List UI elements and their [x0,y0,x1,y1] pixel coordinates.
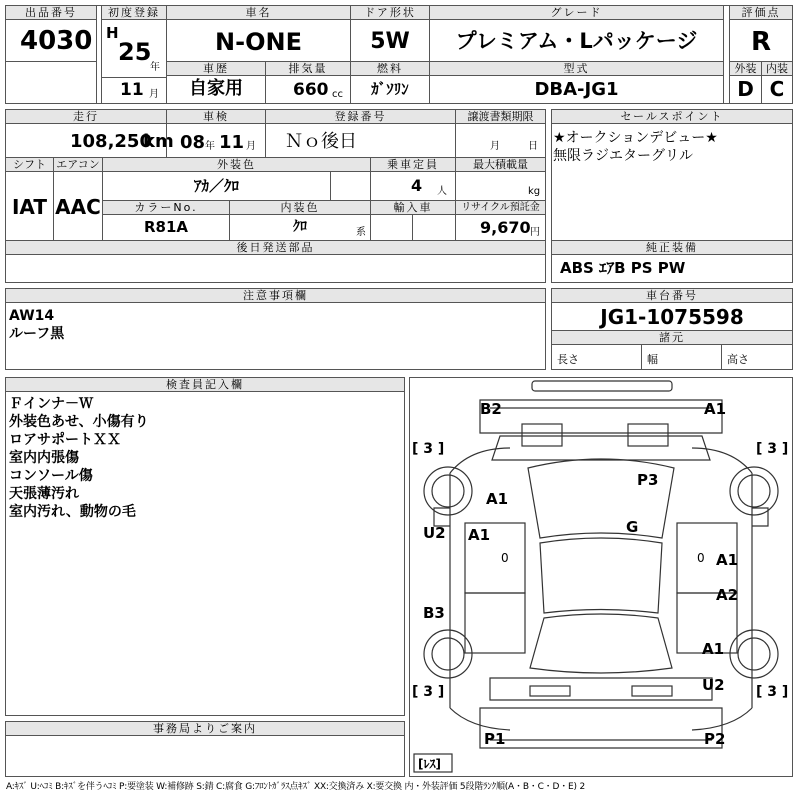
transfer-label: 譲渡書類期限 [455,109,546,124]
plate-label: 登録番号 [265,109,456,124]
disp-label: 排気量 [265,61,351,76]
notes-lines [9,307,64,343]
damage-mark: A2 [716,586,739,604]
plate: Ｎｏ後日 [285,131,357,152]
mileage-unit: km [143,131,174,152]
car-outline [410,378,792,776]
office-label: 事務局よりご案内 [5,721,405,736]
reg-label: 初度登録 [101,5,167,20]
car-name: N-ONE [215,28,302,56]
damage-mark: P3 [637,471,659,489]
door-type: 5W [370,29,410,54]
load-unit: kg [528,186,541,197]
sales-lines [553,129,791,165]
inspector-label: 検査員記入欄 [5,377,405,392]
capacity: 4 [411,176,423,195]
width-label: 幅 [647,353,658,366]
int-label: 内装 [761,61,793,76]
damage-mark: G [626,518,639,536]
lot-number: 4030 [20,26,93,56]
interior-label: 内装色 [229,200,371,215]
interior-suffix: 系 [356,227,366,238]
inspector-line: 室内汚れ、動物の毛 [9,504,136,520]
inspector-line: 外装色あせ、小傷有り [9,414,149,430]
door-zero-left: 0 [501,551,509,565]
damage-mark: A1 [486,490,509,508]
eval-score: R [750,27,772,57]
legend: A:ｷｽﾞ U:ﾍｺﾐ B:ｷｽﾞを伴うﾍｺﾐ P:要塗装 W:補修跡 S:錆 C:腐食 G:ﾌﾛﾝﾄｶﾞﾗｽ点ｷｽﾞ XX:交換済み X:要交換 内・外装評価 5段階ﾗﾝｸ順(A・B・C・D・E) 2 [6,782,585,792]
import-cell-b [412,214,456,241]
reg-era: H [106,24,119,42]
inspector-lines [9,395,149,521]
spare-tire: [ﾚｽ] [418,757,441,771]
office-cell [5,735,405,777]
insp-year: 08 [180,132,206,153]
reg-month: 11 [120,80,144,100]
chassis-label: 車台番号 [551,288,793,303]
door-zero-right: 0 [697,551,705,565]
interior-color: ｸﾛ [293,219,307,235]
fuel-label: 燃料 [350,61,430,76]
ac: AAC [55,195,101,219]
color-no: R81A [143,218,189,236]
ext-score: D [737,77,754,101]
notes-line: ルーフ黒 [9,326,65,342]
inspector-line: ロアサポートＸＸ [9,432,121,448]
transfer-month: 月 [490,141,500,152]
insp-year-unit: 年 [205,141,215,152]
mileage-label: 走行 [5,109,167,124]
tire-front-right: [ 3 ] [756,441,789,457]
inspector-line: 天張薄汚れ [9,486,79,502]
grade: プレミアム・Lパッケージ [455,29,698,53]
later-parts-label: 後日発送部品 [5,240,546,255]
damage-mark: A1 [716,551,739,569]
history-label: 車歴 [166,61,266,76]
later-parts-cell [5,254,546,283]
sales-line: 無限ラジエターグリル [553,148,693,164]
dims-label: 諸元 [551,330,793,345]
equipment: ABS ｴｱB PS PW [560,259,686,277]
damage-mark: A1 [702,640,725,658]
history: 自家用 [189,78,243,99]
damage-mark: P1 [484,730,506,748]
shift-label: シフト [5,157,54,172]
damage-mark: P2 [704,730,726,748]
reg-year-unit: 年 [150,62,160,73]
chassis-number: JG1-1075598 [600,305,744,329]
import-cell-a [370,214,413,241]
fuel: ｶﾞｿﾘﾝ [371,80,409,98]
height-label: 高さ [727,353,749,366]
disp-unit: cc [332,89,343,100]
notes-label: 注意事項欄 [5,288,546,303]
tire-front-left: [ 3 ] [412,441,445,457]
import-label: 輸入車 [370,200,456,215]
tire-rear-left: [ 3 ] [412,684,445,700]
damage-mark: U2 [423,524,446,542]
inspector-line: Ｆインナ－Ｗ [9,396,93,412]
color-extra-cell [330,171,371,201]
door-label: ドア形状 [350,5,430,20]
sales-label: セールスポイント [551,109,793,124]
tire-rear-right: [ 3 ] [756,684,789,700]
capacity-unit: 人 [437,186,447,197]
notes-cell [5,302,546,370]
transfer-day: 日 [528,141,538,152]
inspector-line: コンソール傷 [9,468,93,484]
equipment-label: 純正装備 [551,240,793,255]
length-label: 長さ [557,353,579,366]
damage-mark: B3 [423,604,445,622]
car-diagram [409,377,793,777]
damage-mark: U2 [702,676,725,694]
reg-year: 25 [118,38,152,66]
inspection-label: 車検 [166,109,266,124]
insp-month: 11 [219,132,245,153]
insp-month-unit: 月 [246,141,256,152]
recycle-unit: 円 [530,227,540,238]
ac-label: エアコン [53,157,103,172]
load-label: 最大積載量 [455,157,546,172]
damage-mark: B2 [480,400,502,418]
recycle: 9,670 [480,218,531,237]
colorno-label: カラーNo. [102,200,230,215]
model-label: 型式 [429,61,724,76]
model: DBA-JG1 [534,79,619,100]
recycle-label: リサイクル預託金 [455,200,546,215]
displacement: 660 [293,80,329,100]
ext-label: 外装 [729,61,762,76]
sales-line: ★オークションデビュー★ [553,130,718,146]
notes-line: AW14 [9,308,55,324]
shift: IAT [11,195,47,219]
damage-mark: A1 [704,400,727,418]
damage-mark: A1 [468,526,491,544]
int-score: C [769,77,785,101]
mileage: 108,250 [70,131,152,152]
grade-label: グレード [429,5,724,20]
lot-extra-cell [5,61,97,104]
car-name-label: 車名 [166,5,351,20]
color: ｱｶ／ｸﾛ [193,177,239,195]
capacity-label: 乗車定員 [370,157,456,172]
inspector-line: 室内内張傷 [9,450,79,466]
reg-month-unit: 月 [149,89,159,100]
eval-label: 評価点 [729,5,793,20]
color-label: 外装色 [102,157,371,172]
lot-label: 出品番号 [5,5,97,20]
